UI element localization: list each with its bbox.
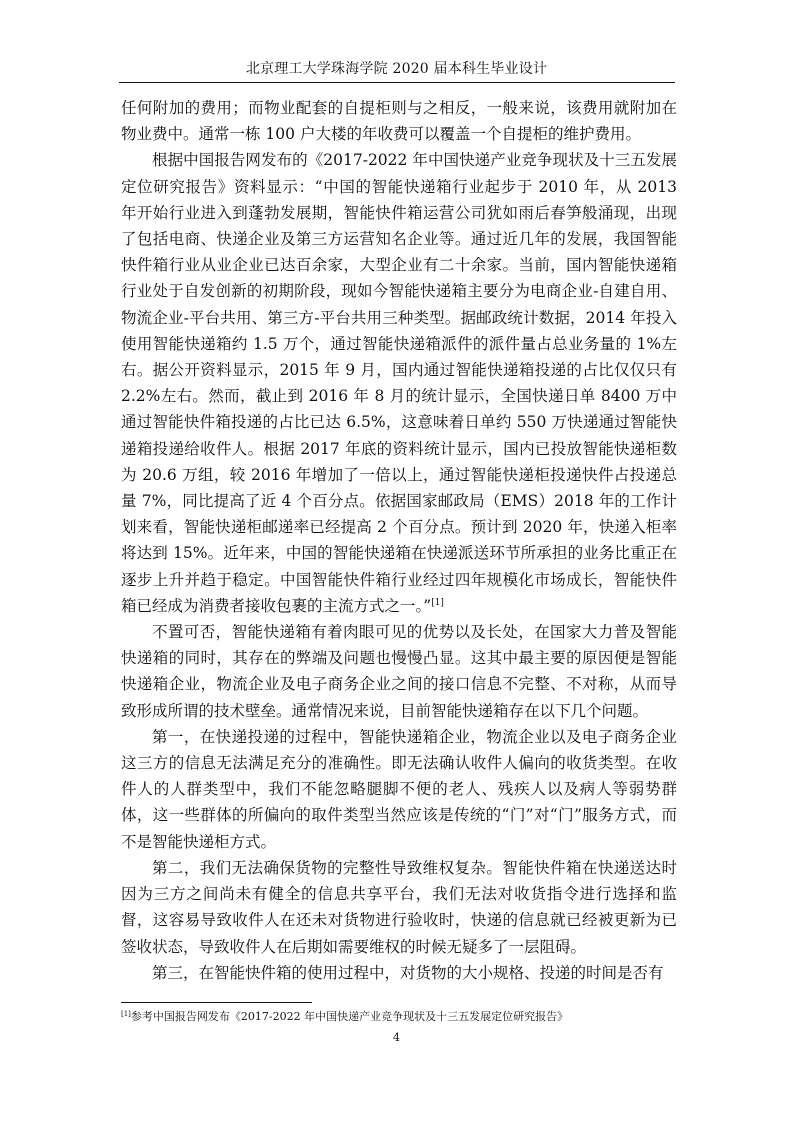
header-divider [119, 82, 675, 83]
running-header: 北京理工大学珠海学院 2020 届本科生毕业设计 [245, 61, 548, 77]
paragraph-problems-intro: 不置可否，智能快递箱有着肉眼可见的优势以及长处，在国家大力普及智能快递箱的同时，其存在的弊端及问题也慢慢凸显。这其中最主要的原因便是智能快递箱企业，物流企业及电子商务企业之间的接口信息不完整、不对称，从而导致形成所谓的技术壁垒。通常情况来说，目前智能快递箱存在以下几个问题。 [121, 623, 677, 720]
paragraph-first-problem: 第一，在快递投递的过程中，智能快递箱企业，物流企业以及电子商务企业这三方的信息无法满足充分的准确性。即无法确认收件人偏向的收货类型。在收件人的人群类型中，我们不能忽略腿脚不便的老人、残疾人以及病人等弱势群体，这一些群体的所偏向的取件类型当然应该是传统的“门”对“门”服务方式，而不是智能快递柜方式。 [121, 727, 677, 851]
body-text [121, 95, 677, 986]
footnote-text: 参考中国报告网发布《2017-2022 年中国快递产业竞争现状及十三五发展定位研究报告》 [130, 1010, 569, 1023]
paragraph-continuation: 任何附加的费用；而物业配套的自提柜则与之相反，一般来说，该费用就附加在物业费中。通常一栋 100 户大楼的年收费可以覆盖一个自提柜的维护费用。 [121, 99, 677, 144]
footnote-divider [121, 1002, 312, 1003]
citation-mark[interactable]: [1] [431, 597, 444, 608]
footnote-mark: [1] [121, 1010, 131, 1018]
paragraph-third-problem: 第三，在智能快件箱的使用过程中，对货物的大小规格、投递的时间是否有 [152, 963, 664, 982]
paragraph-report-quote [121, 147, 677, 619]
paragraph-second-problem: 第二，我们无法确保货物的完整性导致维权复杂。智能快件箱在快递送达时因为三方之间尚未有健全的信息共享平台，我们无法对收货指令进行选择和监督，这容易导致收件人在还未对货物进行验收时，快递的信息就已经被更新为已签收状态，导致收件人在后期如需要维权的时候无疑多了一层阻碍。 [121, 858, 677, 956]
paragraph-report-quote-text: 根据中国报告网发布的《2017-2022 年中国快递产业竞争现状及十三五发展定位研究报告》资料显示：“中国的智能快递箱行业起步于 2010 年，从 2013 年开始行业进入到蓬勃发展期，智能快件箱运营公司犹如雨后春笋般涌现，出现了包括电商、快递企业及第三方运营知名企业等。通过近几年的发展，我国智能快件箱行业从业企业已达百余家，大型企业有二十余家。当前，国内智能快递箱行业处于自发创新的初期阶段，现如今智能快递箱主要分为电商企业-自建自用、物流企业-平台共用、第三方-平台共用三种类型。据邮政统计数据，2014 年投入使用智能快递箱约 1.5 万个，通过智能快递箱派件的派件量占总业务量的 1%左右。据公开资料显示，2015 年 9 月，国内通过智能快递箱投递的占比仅仅只有 2.2%左右。然而，截止到 2016 年 8 月的统计显示，全国快递日单 8400 万中通过智能快件箱投递的占比已达 6.5%，这意味着日单约 550 万快递通过智能快递箱投递给收件人。根据 2017 年底的资料统计显示，国内已投放智能快递柜数为 20.6 万组，较 2016 年增加了一倍以上，通过智能快递柜投递快件占投递总量 7%，同比提高了近 4 个百分点。依据国家邮政局（EMS）2018 年的工作计划来看，智能快递柜邮递率已经提高 2 个百分点。预计到 2020 年，快递入柜率将达到 15%。近年来，中国的智能快递箱在快递派送环节所承担的业务比重正在逐步上升并趋于稳定。中国智能快件箱行业经过四年规模化市场成长，智能快件箱已经成为消费者接收包裹的主流方式之一。” [121, 151, 677, 615]
footnote [121, 1009, 677, 1025]
page-number: 4 [393, 1031, 400, 1044]
